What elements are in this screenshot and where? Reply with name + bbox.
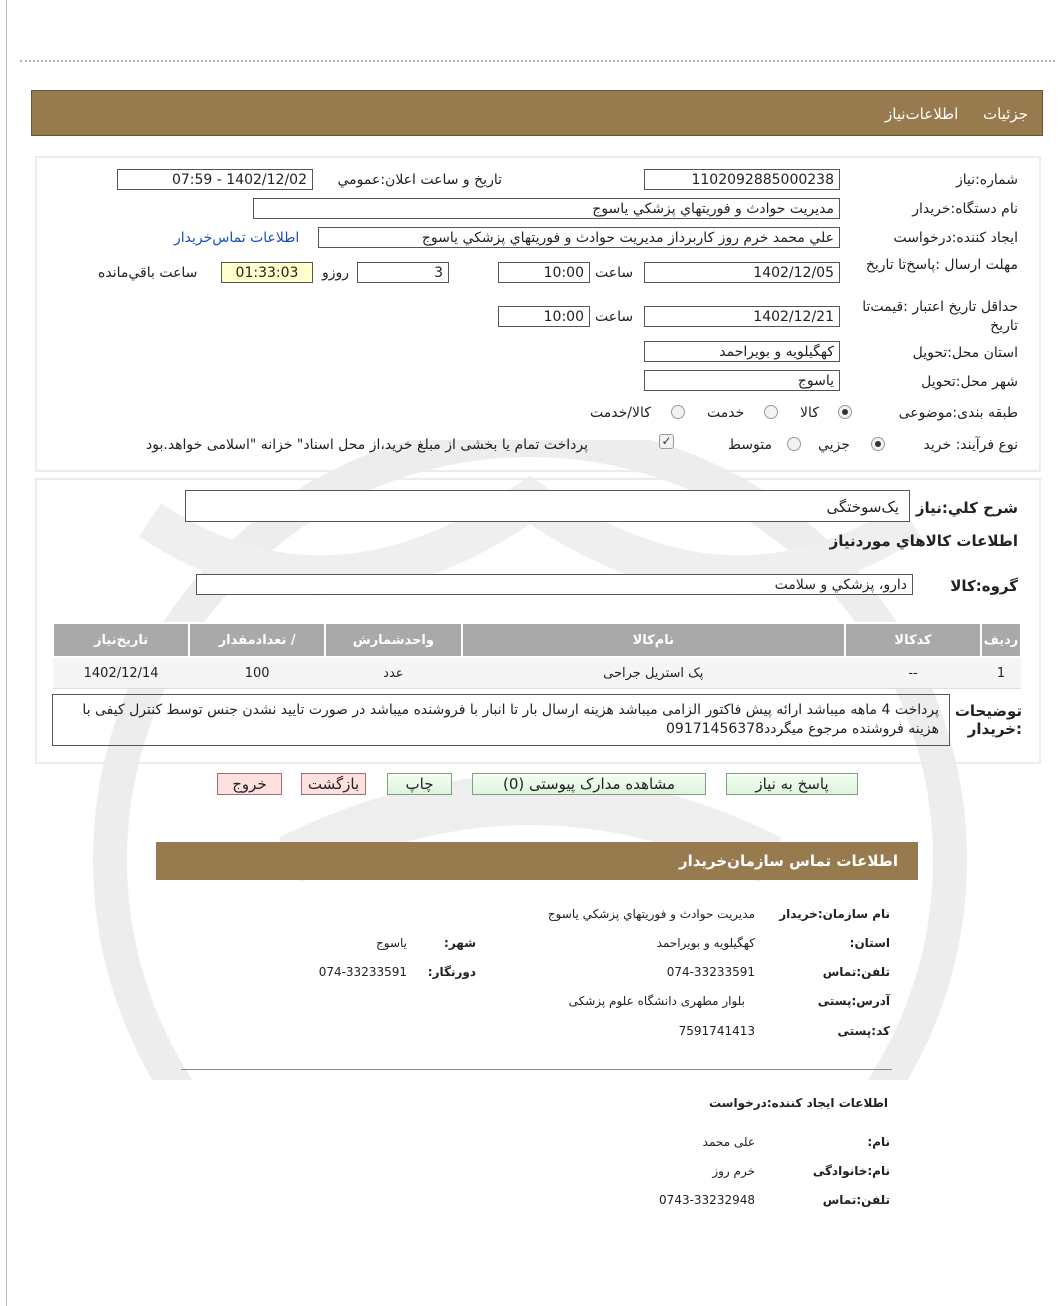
category-option-service: خدمت xyxy=(707,405,745,421)
buyer-notes-box: پرداخت 4 ماهه ميباشد ارائه پيش فاكتور الزامی ميباشد هزينه ارسال بار تا انبار با فروشنده ميباشد در صورت تاييد نشدن جنس توسط كنترل كيفی با هزينه فروشنده مرجوع ميگردد09171456378 xyxy=(52,694,950,746)
buyer-field: مديريت حوادث و فوريتهاي پزشكي ياسوج xyxy=(253,198,840,219)
address-value: بلوار مطهری دانشگاه علوم پزشكی xyxy=(568,994,745,1008)
process-label: نوع فرآيند: خريد xyxy=(923,437,1018,453)
validity-label: حداقل تاريخ اعتبار :قيمت‌تا تاريخ xyxy=(862,299,1018,334)
announce-label: تاريخ و ساعت اعلان:عمومي xyxy=(337,172,502,188)
col-qty: / تعدادمقدار xyxy=(189,623,325,657)
deadline-time-label: ساعت xyxy=(595,265,634,281)
cell-name: پک استريل جراحی xyxy=(462,657,845,689)
col-date: تاريخ‌نياز xyxy=(53,623,189,657)
category-radio-goods[interactable] xyxy=(838,405,852,419)
print-button[interactable]: چاپ xyxy=(387,773,452,795)
process-option-minor: جزيي xyxy=(818,437,850,453)
need-number-label: شماره:نياز xyxy=(955,172,1018,188)
remaining-timer: 01:33:03 xyxy=(221,262,313,283)
remaining-label: ساعت باقي‌مانده xyxy=(98,265,198,281)
creator-family-label: نام:خانوادگی xyxy=(812,1164,890,1178)
postal-label: كد:پستی xyxy=(837,1024,890,1038)
category-option-goods-service: كالا/خدمت xyxy=(590,405,651,421)
cell-qty: 100 xyxy=(189,657,325,689)
days-label: روزو xyxy=(322,265,350,281)
validity-time-label: ساعت xyxy=(595,309,634,325)
buyer-notes-label: توضيحات :خريدار xyxy=(954,702,1022,738)
deadline-date-field: 1402/12/05 xyxy=(644,262,840,283)
general-description-label: شرح كلي:نياز xyxy=(915,499,1018,517)
creator-name-value: علی محمد xyxy=(702,1135,755,1149)
category-option-goods: كالا xyxy=(800,405,819,421)
deadline-label: مهلت ارسال :پاسخ‌تا تاريخ xyxy=(865,257,1018,273)
items-table-wrapper xyxy=(52,622,1022,689)
province-contact-value: كهگيلويه و بويراحمد xyxy=(656,936,755,950)
creator-field: علي محمد خرم روز كاربرداز مديريت حوادث و فوريتهاي پزشكي ياسوج xyxy=(318,227,840,248)
city-label: شهر محل:تحويل xyxy=(921,374,1018,390)
col-name: نام‌كالا xyxy=(462,623,845,657)
back-button[interactable]: بازگشت xyxy=(301,773,366,795)
phone-label: تلفن:تماس xyxy=(822,965,890,979)
province-label: استان محل:تحويل xyxy=(912,345,1018,361)
buyer-contact-link[interactable]: اطلاعات تماس‌خريدار xyxy=(174,230,300,246)
cell-unit: عدد xyxy=(325,657,461,689)
creator-phone-value: 0743-33232948 xyxy=(659,1193,755,1207)
fax-value: 074-33233591 xyxy=(318,965,407,979)
address-label: آدرس:پستی xyxy=(817,994,890,1008)
tab-need-info[interactable]: اطلاعات‌نياز xyxy=(885,105,959,123)
province-contact-label: :استان xyxy=(849,936,890,950)
announce-field: 1402/12/02 - 07:59 xyxy=(117,169,313,190)
category-radio-service[interactable] xyxy=(764,405,778,419)
creator-info-title: اطلاعات ايجاد كننده:درخواست xyxy=(708,1096,888,1110)
cell-code: -- xyxy=(845,657,981,689)
city-contact-label: :شهر xyxy=(444,936,476,950)
phone-value: 074-33233591 xyxy=(666,965,755,979)
category-radio-goods-service[interactable] xyxy=(671,405,685,419)
province-field: كهگيلويه و بويراحمد xyxy=(644,341,840,362)
creator-family-value: خرم روز xyxy=(712,1164,755,1178)
cell-date: 1402/12/14 xyxy=(53,657,189,689)
reply-button[interactable]: پاسخ به نياز xyxy=(726,773,858,795)
items-title: اطلاعات كالاهاي موردنياز xyxy=(829,532,1018,550)
validity-date-field: 1402/12/21 xyxy=(644,306,840,327)
postal-value: 7591741413 xyxy=(678,1024,755,1038)
table-row xyxy=(53,657,1021,689)
fax-label: :دورنگار xyxy=(427,965,476,979)
exit-button[interactable]: خروج xyxy=(217,773,282,795)
general-description-field: يک‌سوختگی xyxy=(185,490,910,522)
days-field: 3 xyxy=(357,262,449,283)
cell-row: 1 xyxy=(981,657,1021,689)
details-header-bar xyxy=(31,90,1043,136)
col-unit: واحدشمارش xyxy=(325,623,461,657)
attachments-button[interactable]: مشاهده مدارک پيوستی (0) xyxy=(472,773,706,795)
org-value: مديريت حوادث و فوريتهاي پزشكي ياسوج xyxy=(547,907,755,921)
process-radio-medium[interactable] xyxy=(787,437,801,451)
contact-title: اطلاعات تماس سازمان‌خريدار xyxy=(678,852,898,870)
validity-time-field: 10:00 xyxy=(498,306,590,327)
payment-checkbox[interactable]: ✓ xyxy=(659,434,674,449)
creator-label: ايجاد کننده:درخواست xyxy=(893,230,1018,246)
creator-phone-label: تلفن:تماس xyxy=(822,1193,890,1207)
col-code: كدكالا xyxy=(845,623,981,657)
goods-group-field: دارو، پزشكي و سلامت xyxy=(196,574,913,595)
creator-name-label: :نام xyxy=(867,1135,890,1149)
goods-group-label: گروه:كالا xyxy=(950,577,1018,595)
category-label: طبقه بندی:موضوعی xyxy=(898,405,1018,421)
city-field: ياسوج xyxy=(644,370,840,391)
process-option-medium: متوسط xyxy=(728,437,772,453)
items-table xyxy=(52,622,1022,689)
col-row: رديف xyxy=(981,623,1021,657)
top-divider xyxy=(20,60,1055,62)
org-label: نام سازمان:خريدار xyxy=(779,907,890,921)
page-left-border xyxy=(6,0,7,1306)
process-radio-minor[interactable] xyxy=(871,437,885,451)
tab-details[interactable]: جزئيات xyxy=(983,105,1028,123)
payment-note: پرداخت تمام يا بخشی از مبلغ خريد،از محل اسناد" خزانه "اسلامی خواهد.بود xyxy=(146,437,589,453)
contact-divider xyxy=(181,1069,892,1070)
city-contact-value: ياسوج xyxy=(376,936,407,950)
need-number-field: 1102092885000238 xyxy=(644,169,840,190)
buyer-label: نام دستگاه:خريدار xyxy=(912,201,1018,217)
contact-header-bar xyxy=(156,842,918,880)
deadline-time-field: 10:00 xyxy=(498,262,590,283)
